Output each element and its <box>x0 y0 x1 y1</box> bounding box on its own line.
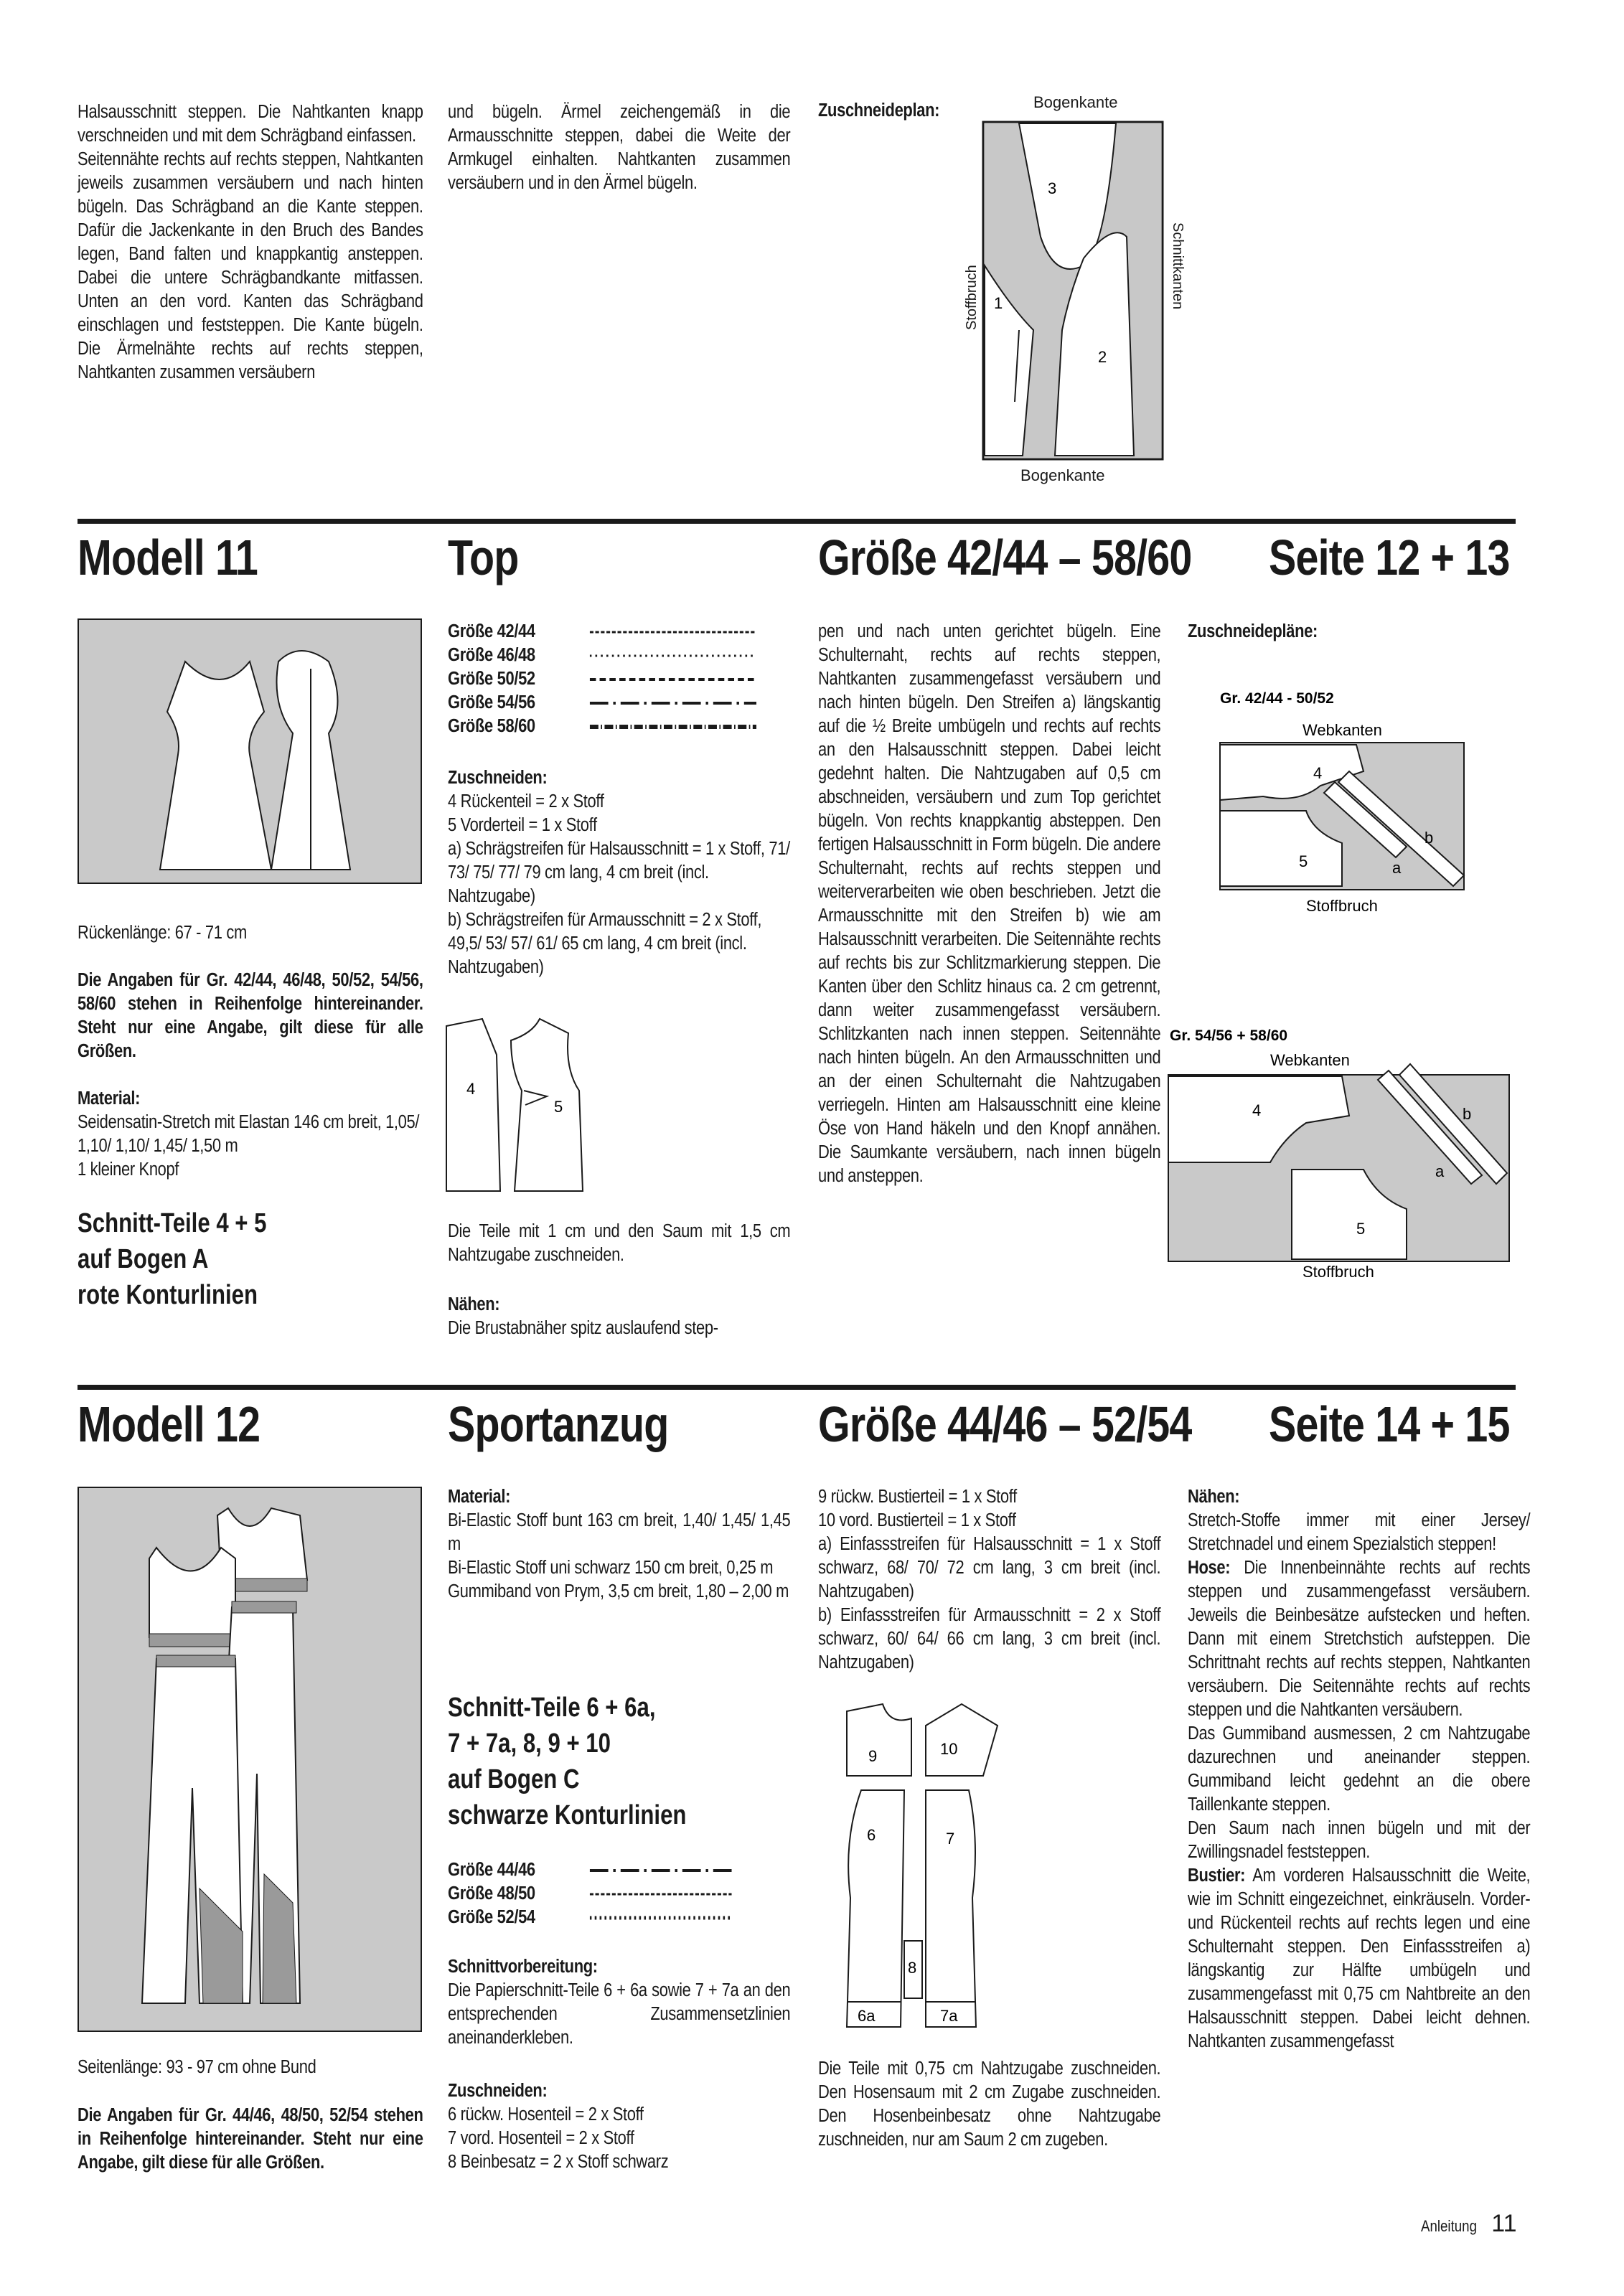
m12-size-row: Größe 52/54 <box>448 1907 535 1927</box>
m12-prep <box>448 1955 790 2050</box>
top-col1-para1: Halsausschnitt steppen. Die Nahtkanten knapp verschneiden und mit dem Schrägband einfassen. <box>78 102 423 146</box>
m11-plan1-top: Webkanten <box>1303 721 1382 739</box>
m11-parts <box>78 1205 407 1313</box>
m12-parts-line1: Schnitt-Teile 6 + 6a, <box>448 1693 656 1723</box>
m11-size-row: Größe 46/48 <box>448 645 535 665</box>
m12-material <box>448 1485 790 1604</box>
m11-sew-heading: Nähen: <box>448 1294 500 1314</box>
m12-piece-7: 7 <box>946 1830 955 1848</box>
m11-plan2-bottom: Stoffbruch <box>1303 1263 1374 1281</box>
m11-plan2-top: Webkanten <box>1270 1051 1350 1069</box>
m12-pattern-pieces <box>832 1697 1048 2034</box>
m11-material <box>78 1087 423 1182</box>
m12-piece-8: 8 <box>908 1959 917 1977</box>
m11-cut-line: b) Schrägstreifen für Armausschnitt = 2 x Stoff, 49,5/ 53/ 57/ 61/ 65 cm lang, 4 cm breit (incl. Nahtzugaben) <box>448 910 762 977</box>
top-plan-left: Stoffbruch <box>964 265 980 330</box>
m12-parts-line4: schwarze Konturlinien <box>448 1800 687 1830</box>
m11-col3: pen und nach unten gerichtet bügeln. Eine Schulternaht, rechts auf rechts steppen, Nahtkanten zusammengefasst versäubern und nach hinten bügeln. Den Streifen a) längskantig auf die ½ Breite umbügeln und rechts auf rechts an den Halsausschnitt steppen. Dabei leicht gedehnt halten. Die Nahtzugaben auf 0,5 cm abschneiden, versäubern und zum Top gerichtet bügeln. Von rechts knappkantig absteppen. Den fertigen Halsausschnitt in Form bügeln. Die andere Schulternaht, rechts auf rechts steppen und weiterverarbeiten wie oben beschrieben. Jetzt die Armausschnitte mit den Streifen b) wie am Halsausschnitt verarbeiten. Die Seitennähte rechts auf rechts bis zur Schlitzmarkierung steppen. Die Kanten über den Schlitz hinaus ca. 2 cm getrennt, dann weiter zusammengefasst versäubern. Schlitzkanten nach innen steppen. Seitennähte nach hinten bügeln. An den Armausschnitten und an der einen Schulternaht die Nahtzugaben verriegeln. Hinten am Halsausschnitt eine kleine Öse von Hand häkeln und den Knopf annähen. Die Saumkante versäubern, nach innen bügeln und ansteppen. <box>818 621 1161 1186</box>
m11-plan-2 <box>1163 1019 1521 1284</box>
m11-note: Die Angaben für Gr. 42/44, 46/48, 50/52, 54/56, 58/60 stehen in Reihenfolge hintereinander. Steht nur eine Angabe, gilt diese für alle Größen. <box>78 970 423 1061</box>
m12-material-line: Bi-Elastic Stoff bunt 163 cm breit, 1,40/ 1,45/ 1,45 m <box>448 1510 791 1554</box>
m11-size-legend <box>448 620 794 738</box>
m12-prep-text: Die Papierschnitt-Teile 6 + 6a sowie 7 + 7a an den entsprechenden Zusammensetzlinien aneinanderkleben. <box>448 1980 791 2048</box>
m12-cut2-line: b) Einfassstreifen für Armausschnitt = 2 x Stoff schwarz, 60/ 64/ 66 cm lang, 3 cm breit (incl. Nahtzugaben) <box>818 1605 1161 1672</box>
m12-cut-line: 8 Beinbesatz = 2 x Stoff schwarz <box>448 2152 669 2172</box>
m11-plan1-piece-4: 4 <box>1313 764 1323 782</box>
m12-size-row: Größe 44/46 <box>448 1860 535 1880</box>
m12-saum: Den Saum nach innen bügeln und mit der Zwillingsnadel feststeppen. <box>1188 1818 1531 1862</box>
m11-plan2-piece-a: a <box>1435 1162 1445 1180</box>
m11-sew-text: Die Brustabnäher spitz auslaufend step- <box>448 1318 718 1338</box>
m12-illustration <box>78 1487 422 2032</box>
m11-plan2-piece-4: 4 <box>1252 1101 1262 1119</box>
m11-piece-5: 5 <box>554 1098 563 1116</box>
footer-label: Anleitung <box>1421 2217 1477 2235</box>
m12-cut-line: 7 vord. Hosenteil = 2 x Stoff <box>448 2128 634 2148</box>
m12-cut-line: 6 rückw. Hosenteil = 2 x Stoff <box>448 2104 644 2125</box>
m12-bustier: Bustier: Am vorderen Halsausschnitt die Weite, wie im Schnitt eingezeichnet, einkräuseln. Vorder- und Rückenteil rechts auf rechts legen und eine Schulternaht steppen. Den Einfassstreifen a) längskantig zur Hälfte umbügeln und zusammengefasst mit 0,75 cm Nahtbreite an den Halsausschnitt steppen. Dabei leicht dehnen. Nahtkanten zusammengefasst <box>1188 1866 1531 2051</box>
m12-cut2-line: 9 rückw. Bustierteil = 1 x Stoff <box>818 1487 1017 1507</box>
m12-cut-heading: Zuschneiden: <box>448 2081 548 2101</box>
m11-groesse: Größe 42/44 – 58/60 <box>818 530 1192 585</box>
m12-modell: Modell 12 <box>78 1396 261 1452</box>
top-col1 <box>78 100 423 385</box>
top-plan-top-edge: Bogenkante <box>1033 93 1118 111</box>
m11-parts-line1: Schnitt-Teile 4 + 5 <box>78 1208 267 1238</box>
m11-cut-heading: Zuschneiden: <box>448 768 548 788</box>
m12-rule <box>78 1385 1516 1390</box>
m12-prep-heading: Schnittvorbereitung: <box>448 1957 598 1977</box>
top-col1-para2: Seitennähte rechts auf rechts steppen, Nahtkanten jeweils zusammen versäubern und nach hinten bügeln. Das Schrägband an die Kante steppen. Dafür die Jackenkante in den Bruch des Bandes legen, Band falten und knappkantig ansteppen. Dabei die untere Schrägbandkante mitfassen. Unten an den vord. Kanten das Schrägband einschlagen und feststeppen. Die Kante bügeln. Die Ärmelnähte rechts auf rechts steppen, Nahtkanten zusammen versäubern <box>78 149 423 382</box>
m11-material-heading: Material: <box>78 1088 141 1109</box>
m11-plan1-piece-5: 5 <box>1299 852 1308 870</box>
m12-parts-line3: auf Bogen C <box>448 1764 580 1794</box>
m11-size-row: Größe 54/56 <box>448 692 535 712</box>
m12-cut2-line: a) Einfassstreifen für Halsausschnitt = 1 x Stoff schwarz, 68/ 70/ 72 cm lang, 3 cm breit (incl. Nahtzugaben) <box>818 1534 1161 1601</box>
m11-plans-heading: Zuschneidepläne: <box>1188 621 1318 641</box>
m12-piece-9: 9 <box>868 1747 878 1765</box>
top-plan-right: Schnittkanten <box>1170 222 1186 310</box>
m11-cut <box>448 766 790 979</box>
m11-material-button: 1 kleiner Knopf <box>78 1159 179 1180</box>
m11-plan-1 <box>1177 682 1514 940</box>
m11-size-row: Größe 42/44 <box>448 621 535 641</box>
m12-parts <box>448 1690 777 1833</box>
m11-cut-line: a) Schrägstreifen für Halsausschnitt = 1 x Stoff, 71/ 73/ 75/ 77/ 79 cm lang, 4 cm breit (incl. Nahtzugabe) <box>448 839 790 906</box>
footer <box>1421 2210 1517 2238</box>
m12-cut <box>448 2079 790 2174</box>
page-number: 11 <box>1491 2210 1517 2237</box>
m11-cut-line: 5 Vorderteil = 1 x Stoff <box>448 815 597 835</box>
m11-plan1-piece-a: a <box>1392 859 1402 877</box>
m12-size-legend <box>448 1858 794 1929</box>
m11-plan1-bottom: Stoffbruch <box>1306 897 1378 915</box>
m11-rule <box>78 519 1516 524</box>
top-plan-piece-1: 1 <box>994 294 1003 312</box>
m11-sew <box>448 1293 790 1340</box>
m12-seam: Die Teile mit 0,75 cm Nahtzugabe zuschneiden. Den Hosensaum mit 2 cm Zugabe zuschneiden. Den Hosenbeinbesatz ohne Nahtzugabe zuschneiden, nur am Saum 2 cm zugeben. <box>818 2059 1161 2150</box>
top-plan-label: Zuschneideplan: <box>818 100 940 121</box>
m12-cut2 <box>818 1485 1160 1675</box>
m12-sew-intro: Stretch-Stoffe immer mit einer Jersey/ Stretchnadel und einem Spezialstich steppen! <box>1188 1510 1531 1554</box>
m11-seite: Seite 12 + 13 <box>1269 530 1510 585</box>
m12-material-line: Gummiband von Prym, 3,5 cm breit, 1,80 – 2,00 m <box>448 1581 789 1601</box>
m12-name: Sportanzug <box>448 1396 669 1452</box>
m11-piece-4: 4 <box>466 1080 476 1098</box>
m12-piece-6: 6 <box>867 1826 876 1844</box>
m11-cut-line: 4 Rückenteil = 2 x Stoff <box>448 791 604 811</box>
m12-note: Die Angaben für Gr. 44/46, 48/50, 52/54 stehen in Reihenfolge hintereinander. Steht nur eine Angabe, gilt diese für alle Größen. <box>78 2105 423 2173</box>
m11-plan2-piece-b: b <box>1463 1105 1472 1123</box>
m12-parts-line2: 7 + 7a, 8, 9 + 10 <box>448 1728 611 1759</box>
m12-hose: Hose: Die Innenbeinnähte rechts auf rechts steppen und zusammengefasst versäubern. Jeweils die Beinbesätze aufstecken und heften. Dann mit einem Stretchstich aufsteppen. Die Schrittnaht rechts auf rechts steppen, Nahtkanten versäubern. Die Seitennähte rechts auf rechts steppen und die Nahtkanten versäubern. <box>1188 1558 1531 1720</box>
m11-material-text: Seidensatin-Stretch mit Elastan 146 cm breit, 1,05/ 1,10/ 1,10/ 1,45/ 1,50 m <box>78 1112 420 1156</box>
top-col2-para: und bügeln. Ärmel zeichengemäß in die Armausschnitte steppen, dabei die Weite der Armkugel einhalten. Nahtkanten zusammen versäubern und in den Ärmel bügeln. <box>448 102 791 193</box>
top-cutting-plan <box>954 93 1191 495</box>
m11-plan1-piece-b: b <box>1424 829 1434 847</box>
m11-plan1-label: Gr. 42/44 - 50/52 <box>1220 690 1334 707</box>
m11-length: Rückenlänge: 67 - 71 cm <box>78 923 247 943</box>
m12-piece-6a: 6a <box>858 2007 876 2025</box>
m12-material-line: Bi-Elastic Stoff uni schwarz 150 cm breit, 0,25 m <box>448 1558 774 1578</box>
m12-sew-heading: Nähen: <box>1188 1487 1240 1507</box>
top-plan-piece-3: 3 <box>1048 179 1057 197</box>
m12-size-row: Größe 48/50 <box>448 1883 535 1904</box>
m11-modell: Modell 11 <box>78 530 258 585</box>
m12-piece-10: 10 <box>940 1740 958 1758</box>
m12-piece-7a: 7a <box>940 2007 958 2025</box>
m11-plan2-piece-5: 5 <box>1356 1220 1366 1238</box>
top-plan-piece-2: 2 <box>1098 348 1107 366</box>
m11-parts-line3: rote Konturlinien <box>78 1280 258 1310</box>
m12-gummi: Das Gummiband ausmessen, 2 cm Nahtzugabe dazurechnen und aneinander steppen. Gummiband leicht gedehnt an die obere Taillenkante steppen. <box>1188 1723 1531 1815</box>
m12-length: Seitenlänge: 93 - 97 cm ohne Bund <box>78 2057 316 2077</box>
m11-plan2-label: Gr. 54/56 + 58/60 <box>1170 1027 1288 1044</box>
top-col2 <box>448 100 790 195</box>
m11-illustration <box>78 618 422 884</box>
m11-seam: Die Teile mit 1 cm und den Saum mit 1,5 cm Nahtzugabe zuschneiden. <box>448 1221 791 1265</box>
m12-material-heading: Material: <box>448 1487 511 1507</box>
m11-parts-line2: auf Bogen A <box>78 1244 209 1274</box>
m12-cut2-line: 10 vord. Bustierteil = 1 x Stoff <box>818 1510 1016 1530</box>
m12-sew <box>1188 1485 1530 2053</box>
m11-name: Top <box>448 530 519 585</box>
m11-size-row: Größe 50/52 <box>448 669 535 689</box>
m11-size-row: Größe 58/60 <box>448 716 535 736</box>
m12-seite: Seite 14 + 15 <box>1269 1396 1510 1452</box>
top-plan-bottom-edge: Bogenkante <box>1020 466 1105 484</box>
m12-groesse: Größe 44/46 – 52/54 <box>818 1396 1192 1452</box>
m11-pattern-pieces <box>439 1012 604 1205</box>
